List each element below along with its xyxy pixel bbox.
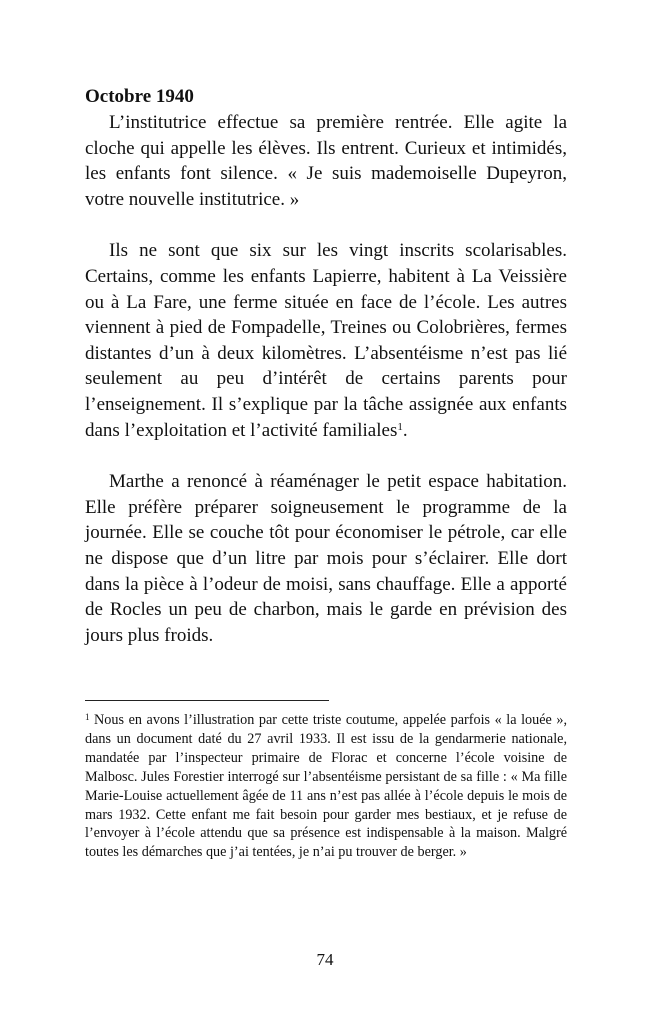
footnote-text: Nous en avons l’illustration par cette triste coutume, appelée parfois « la louée », dans un document daté du 27 avril 1933. Il est issu de la gendarmerie nationale, mandatée par l’inspecteur primaire de Florac et concerne l’école voisine de Malbosc. Jules Forestier interrogé sur l’absentéisme persistant de sa fille : « Ma fille Marie-Louise actuellement âgée de 11 ans n’est pas allée à l’école depuis le mois de mars 1932. Cette enfant me fait besoin pour garder mes bestiaux, et je refuse de l’envoyer à l’école attendu que sa présence est indispensable à la maison. Malgré toutes les démarches que j’ai tentées, je n’ai pu trouver de berger. » [85,712,567,861]
footnote-reference[interactable]: 1 [397,420,403,433]
paragraph-absenteisme [85,238,567,443]
footnote [85,711,567,862]
paragraph-spacer [85,443,567,469]
paragraph-marthe: Marthe a renoncé à réaménager le petit espace habitation. Elle préfère préparer soigneusement le programme de la journée. Elle se couche tôt pour économiser le pétrole, car elle ne dispose que d’un litre par mois pour s’éclairer. Elle dort dans la pièce à l’odeur de moisi, sans chauffage. Elle a apporté de Rocles un peu de charbon, mais le garde en prévision des jours plus froids. [85,471,567,646]
page-number: 74 [316,950,334,969]
paragraph-absenteisme-end: . [402,419,408,441]
footnote-separator [85,700,329,701]
paragraph-absenteisme-text: Ils ne sont que six sur les vingt inscrits scolarisables. Certains, comme les enfants Lapierre, habitent à La Veissière ou à La Fare, une ferme située en face de l’école. Les autres viennent à pied de Fompadelle, Treines ou Colobrières, fermes distantes d’un à deux kilomètres. L’absentéisme n’est pas lié seulement au peu d’intérêt de certains parents pour l’enseignement. Il s’explique par la tâche assignée aux enfants dans l’exploitation et l’activité familiales [85,240,567,441]
main-text [85,84,567,648]
section-heading: Octobre 1940 [85,86,194,107]
paragraph-rentree: L’institutrice effectue sa première rentrée. Elle agite la cloche qui appelle les élèves. Ils entrent. Curieux et intimidés, les enfants font silence. « Je suis mademoiselle Dupeyron, votre nouvelle institutrice. » [85,112,567,210]
paragraph-spacer [85,212,567,238]
footnote-marker: 1 [85,712,90,722]
